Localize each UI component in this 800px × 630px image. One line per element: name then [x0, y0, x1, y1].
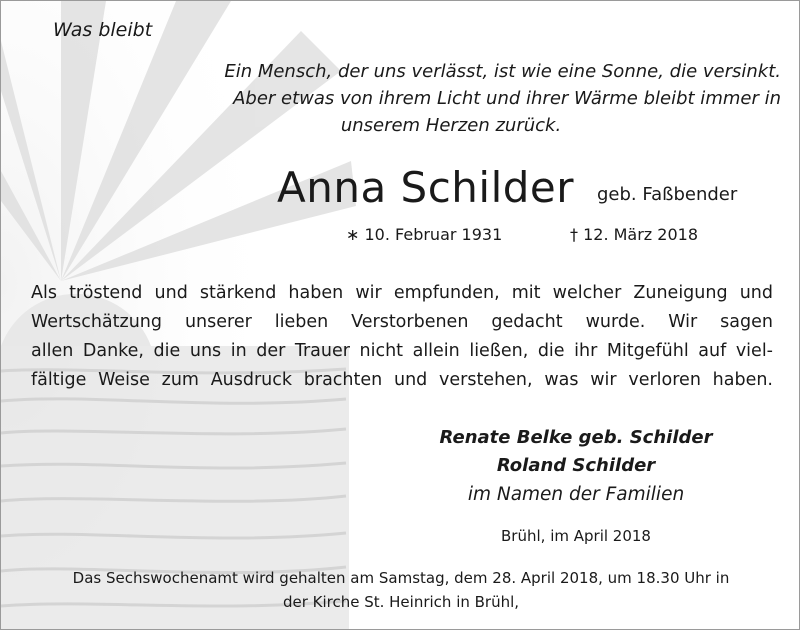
verse-line-1: Ein Mensch, der uns verlässt, ist wie eine Sonne, die versinkt.	[224, 61, 781, 82]
motto-heading: Was bleibt	[53, 19, 153, 41]
signer-name-1: Renate Belke geb. Schilder	[439, 427, 713, 448]
deceased-name: Anna Schilder	[277, 163, 575, 212]
on-behalf-line: im Namen der Familien	[467, 484, 685, 505]
message-line-3: allen Danke, die uns in der Trauer nicht allein ließen, die ihr Mitgefühl auf viel-	[31, 341, 773, 361]
verse-line-3: unserem Herzen zurück.	[340, 115, 562, 136]
birth-date: ∗ 10. Februar 1931	[346, 225, 503, 244]
mass-notice-line-1: Das Sechswochenamt wird gehalten am Samstag, dem 28. April 2018, um 18.30 Uhr in	[72, 569, 730, 587]
message-line-2: Wertschätzung unserer lieben Verstorbenen gedacht wurde. Wir sagen	[31, 312, 773, 332]
death-date: † 12. März 2018	[570, 225, 699, 244]
message-line-4: fältige Weise zum Ausdruck brachten und verstehen, was wir verloren haben.	[31, 370, 773, 390]
mass-notice-line-2: der Kirche St. Heinrich in Brühl,	[282, 593, 520, 611]
birth-name: geb. Faßbender	[597, 184, 738, 205]
message-line-1: Als tröstend und stärkend haben wir empfunden, mit welcher Zuneigung und	[31, 283, 773, 303]
place-date: Brühl, im April 2018	[501, 527, 651, 545]
verse-line-2: Aber etwas von ihrem Licht und ihrer Wärme bleibt immer in	[233, 88, 781, 109]
signer-name-2: Roland Schilder	[496, 455, 656, 476]
thank-you-message	[31, 279, 773, 395]
